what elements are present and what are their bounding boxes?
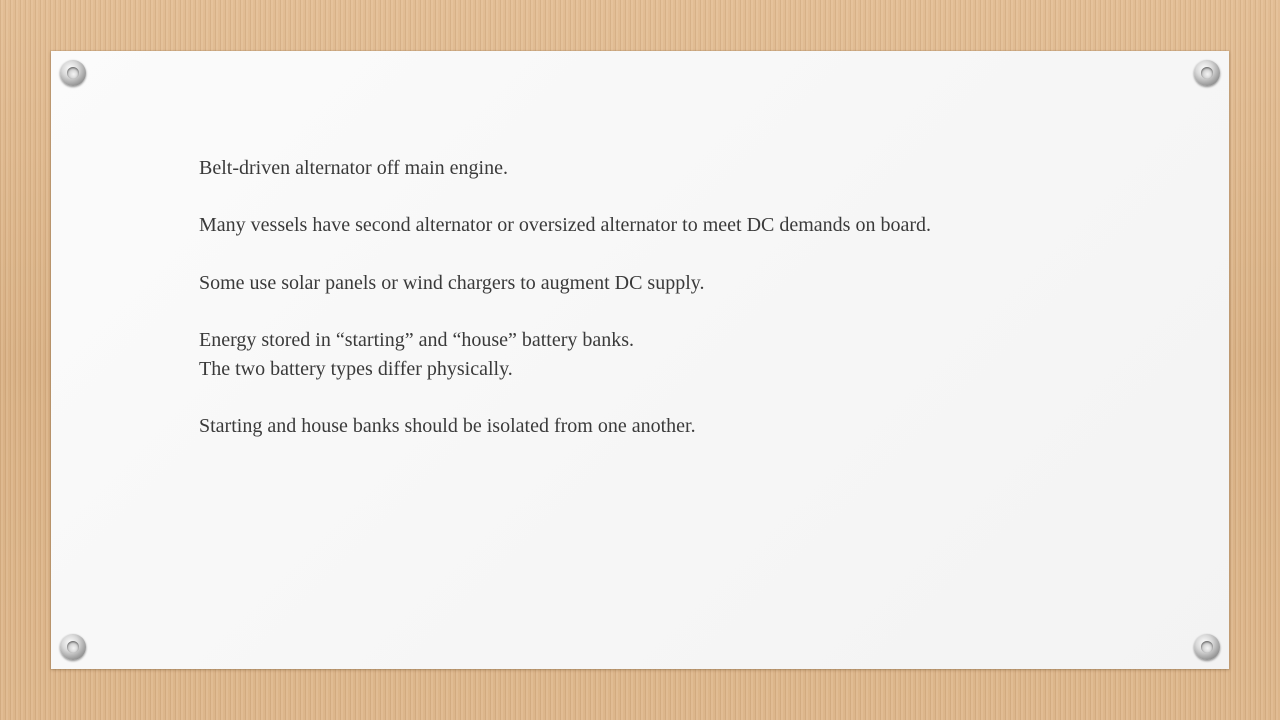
body-line-second-alternator: Many vessels have second alternator or oversized alternator to meet DC demands on board. (199, 214, 931, 237)
grommet-icon-top-right (1194, 60, 1220, 86)
grommet-icon-bottom-left (60, 634, 86, 660)
body-line-solar-wind: Some use solar panels or wind chargers to augment DC supply. (199, 271, 705, 294)
body-line-spacer (199, 383, 1199, 412)
slide-body-text (199, 154, 1199, 441)
grommet-icon-top-left (60, 60, 86, 86)
grommet-icon-bottom-right (1194, 634, 1220, 660)
body-line-isolation: Starting and house banks should be isolated from one another. (199, 414, 696, 437)
body-line-battery-types: The two battery types differ physically. (199, 357, 513, 380)
body-line-spacer (199, 240, 1199, 269)
body-line-energy-stored: Energy stored in “starting” and “house” battery banks. (199, 328, 635, 351)
body-line-spacer (199, 183, 1199, 212)
body-line-spacer (199, 297, 1199, 326)
slide-card (51, 51, 1229, 669)
body-line-alternator: Belt-driven alternator off main engine. (199, 157, 508, 179)
